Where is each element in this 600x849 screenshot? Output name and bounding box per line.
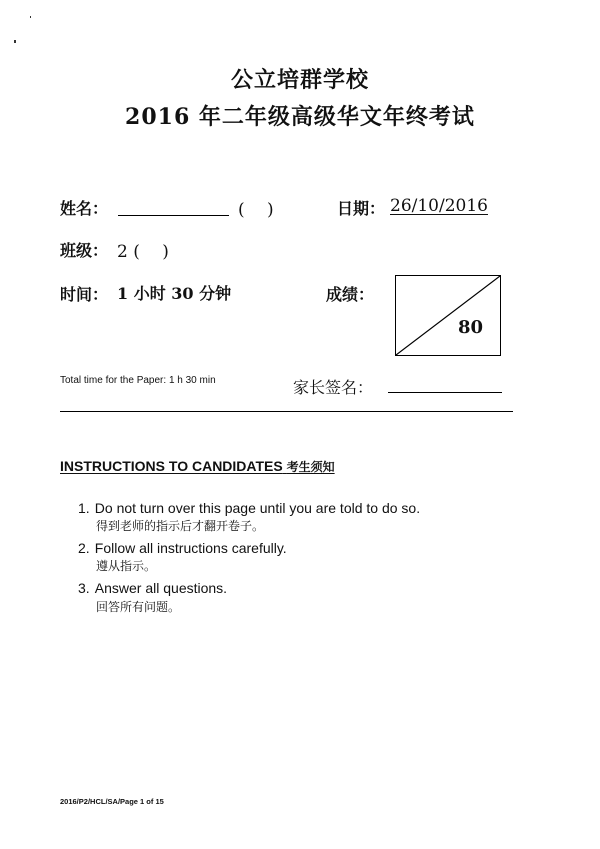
divider-line	[60, 411, 513, 412]
instruction-number: 1.	[78, 500, 90, 516]
instruction-number: 3.	[78, 580, 90, 596]
instruction-item	[78, 538, 287, 557]
instruction-en: Follow all instructions carefully.	[94, 540, 287, 556]
instructions-heading	[60, 458, 335, 475]
instructions-heading-zh: 考生须知	[286, 460, 335, 474]
score-value: 80	[458, 317, 484, 338]
instructions-heading-en: INSTRUCTIONS TO CANDIDATES	[60, 458, 283, 474]
instruction-item	[78, 498, 420, 517]
instruction-zh: 回答所有问题。	[96, 600, 181, 614]
school-name: 公立培群学校	[230, 67, 369, 93]
score-diagonal	[396, 276, 500, 355]
time-label: 时间：	[60, 285, 109, 304]
exam-title: 2016 年二年级高级华文年终考试	[125, 104, 475, 130]
instruction-zh: 得到老师的指示后才翻开卷子。	[96, 519, 265, 533]
date-value: 26/10/2016	[390, 196, 488, 216]
date-label: 日期：	[337, 199, 386, 218]
name-label: 姓名：	[60, 199, 109, 218]
class-value: 2 ( )	[117, 242, 169, 262]
class-label: 班级：	[60, 241, 109, 260]
name-paren: ( )	[238, 200, 274, 220]
instruction-en: Answer all questions.	[94, 580, 228, 596]
instruction-number: 2.	[78, 540, 90, 556]
scan-speck	[14, 40, 16, 43]
parent-sign-field[interactable]	[388, 392, 502, 393]
score-label: 成绩：	[326, 285, 375, 304]
scan-speck	[30, 16, 31, 18]
instruction-item	[78, 578, 227, 597]
total-time-en: Total time for the Paper: 1 h 30 min	[60, 375, 216, 386]
time-value: 1 小时 30 分钟	[117, 284, 232, 303]
name-field[interactable]	[118, 215, 229, 216]
page-footer: 2016/P2/HCL/SA/Page 1 of 15	[60, 797, 164, 806]
instruction-en: Do not turn over this page until you are told to do so.	[94, 500, 421, 516]
score-box	[395, 275, 501, 356]
parent-sign-label: 家长签名：	[293, 378, 374, 397]
instruction-zh: 遵从指示。	[96, 559, 157, 573]
